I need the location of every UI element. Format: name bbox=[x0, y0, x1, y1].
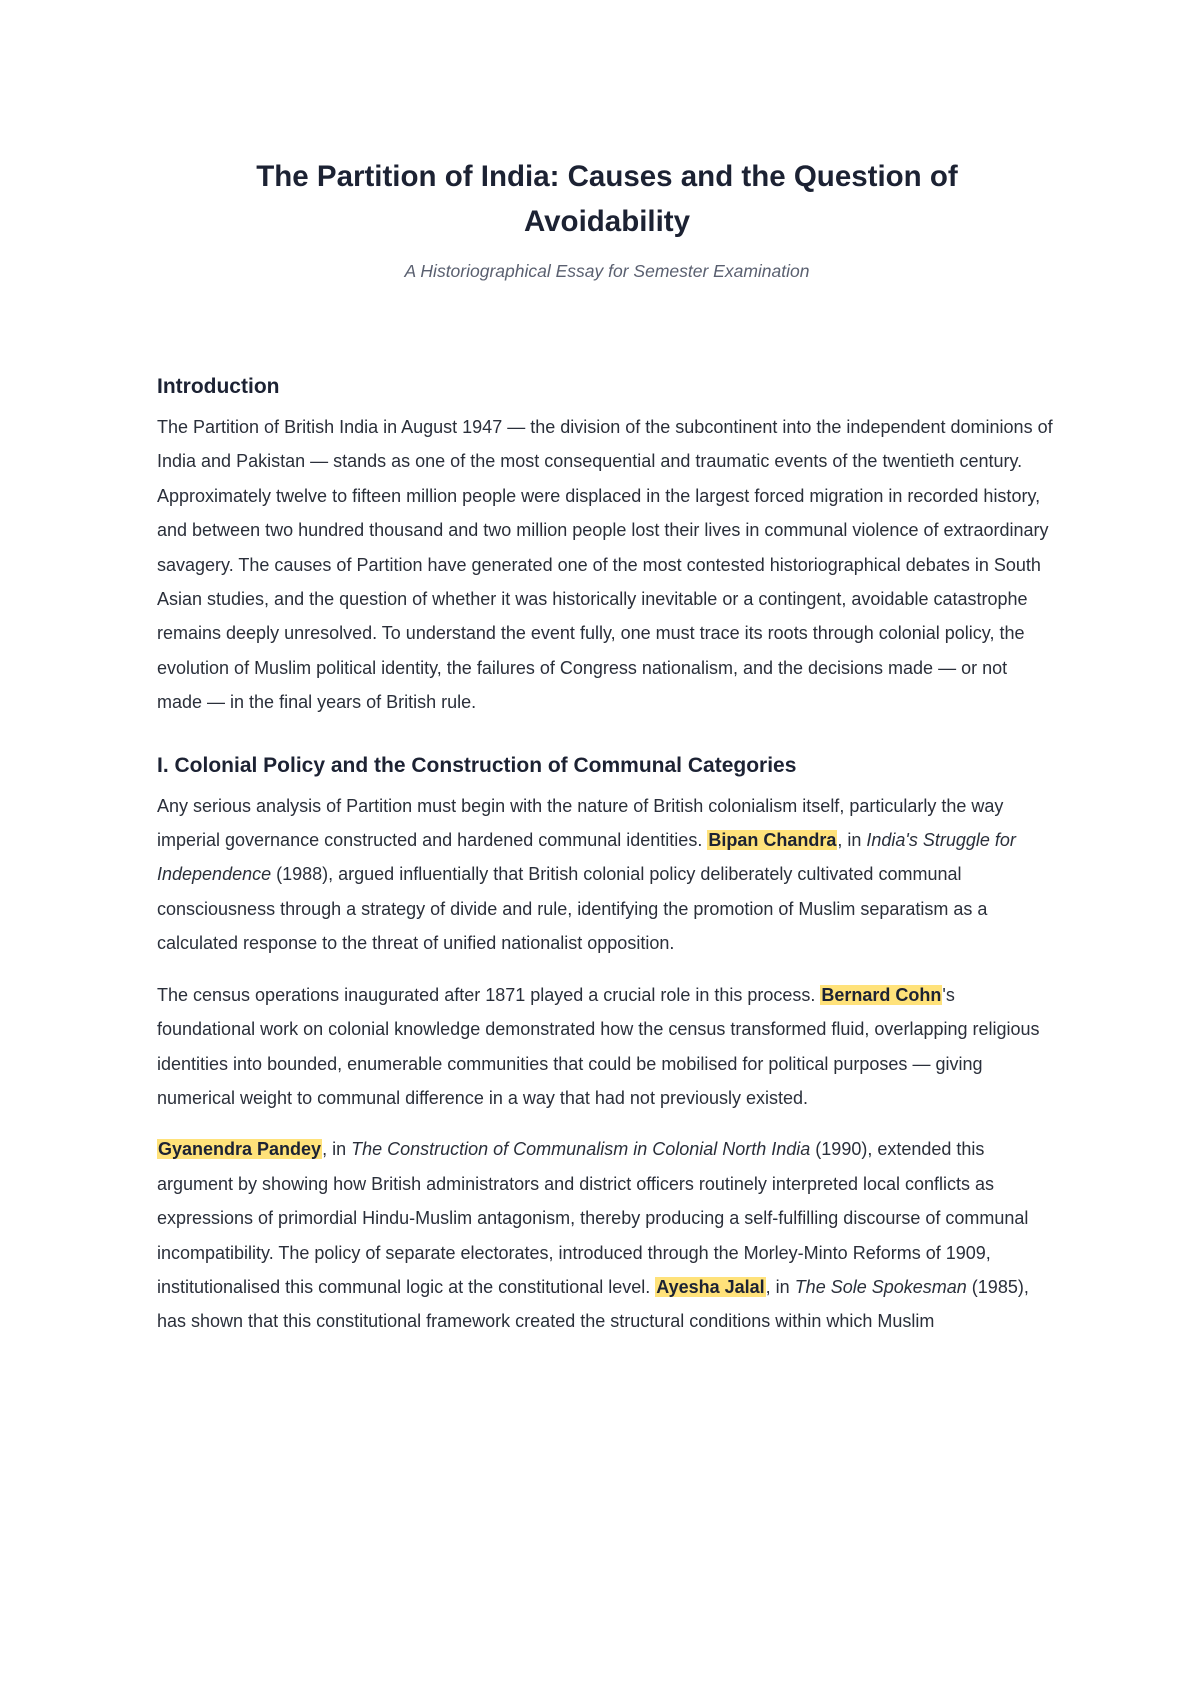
section-1-paragraph-3 bbox=[157, 1132, 1057, 1338]
introduction-paragraph: The Partition of British India in August 1947 — the division of the subcontinent into the independent dominions of India and Pakistan — stands as one of the most consequential and traumatic events of the twentieth century. Approximately twelve to fifteen million people were displaced in the largest forced migration in recorded history, and between two hundred thousand and two million people lost their lives in communal violence of extraordinary savagery. The causes of Partition have generated one of the most contested historiographical debates in South Asian studies, and the question of whether it was historically inevitable or a contingent, avoidable catastrophe remains deeply unresolved. To understand the event fully, one must trace its roots through colonial policy, the evolution of Muslim political identity, the failures of Congress nationalism, and the decisions made — or not made — in the final years of British rule. bbox=[157, 417, 1053, 713]
work-title: The Construction of Communalism in Colonial North India bbox=[351, 1139, 811, 1160]
highlighted-author-name: Bernard Cohn bbox=[821, 984, 942, 1005]
text-run: Any serious analysis of Partition must begin with the nature of British colonialism itself, particularly the way imperial governance constructed and hardened communal identities. bbox=[157, 795, 1004, 851]
title-line-1: The Partition of India: Causes and the Question of bbox=[256, 160, 958, 193]
document-page bbox=[157, 0, 1057, 1339]
title-line-2: Avoidability bbox=[523, 205, 691, 238]
text-run: (1988), argued influentially that British colonial policy deliberately cultivated communal consciousness through a strategy of divide and rule, identifying the promotion of Muslim separatism as a calculated response to the threat of unified nationalist opposition. bbox=[157, 864, 988, 954]
document-subtitle: A Historiographical Essay for Semester Examination bbox=[404, 261, 810, 281]
text-run: , in bbox=[322, 1139, 352, 1160]
document-title bbox=[157, 154, 1057, 244]
highlighted-author-name: Bipan Chandra bbox=[708, 830, 837, 851]
section-1-paragraph-1 bbox=[157, 789, 1057, 961]
highlighted-author-name: Ayesha Jalal bbox=[656, 1276, 765, 1297]
text-run: (1990), extended this argument by showing how British administrators and district officers routinely interpreted local conflicts as expressions of primordial Hindu-Muslim antagonism, thereby producing a self-fulfilling discourse of communal incompatibility. The policy of separate electorates, introduced through the Morley-Minto Reforms of 1909, institutionalised this communal logic at the constitutional level. bbox=[157, 1139, 1029, 1297]
text-run: , in bbox=[837, 830, 867, 851]
work-title: The Sole Spokesman bbox=[794, 1276, 967, 1297]
text-run: The census operations inaugurated after 1871 played a crucial role in this process. bbox=[157, 984, 821, 1005]
highlighted-author-name: Gyanendra Pandey bbox=[158, 1139, 322, 1160]
text-run: (1985), has shown that this constitutional framework created the structural conditions within which Muslim bbox=[157, 1276, 1029, 1332]
text-run: , in bbox=[765, 1276, 795, 1297]
section-1-paragraph-2 bbox=[157, 978, 1057, 1116]
introduction-heading: Introduction bbox=[157, 375, 280, 398]
text-run: 's foundational work on colonial knowledge demonstrated how the census transformed fluid, overlapping religious identities into bounded, enumerable communities that could be mobilised for political purposes — giving numerical weight to communal difference in a way that had not previously existed. bbox=[157, 984, 1040, 1108]
work-title: India's Struggle for Independence bbox=[157, 830, 1016, 885]
section-1-heading: I. Colonial Policy and the Construction of Communal Categories bbox=[157, 753, 797, 777]
